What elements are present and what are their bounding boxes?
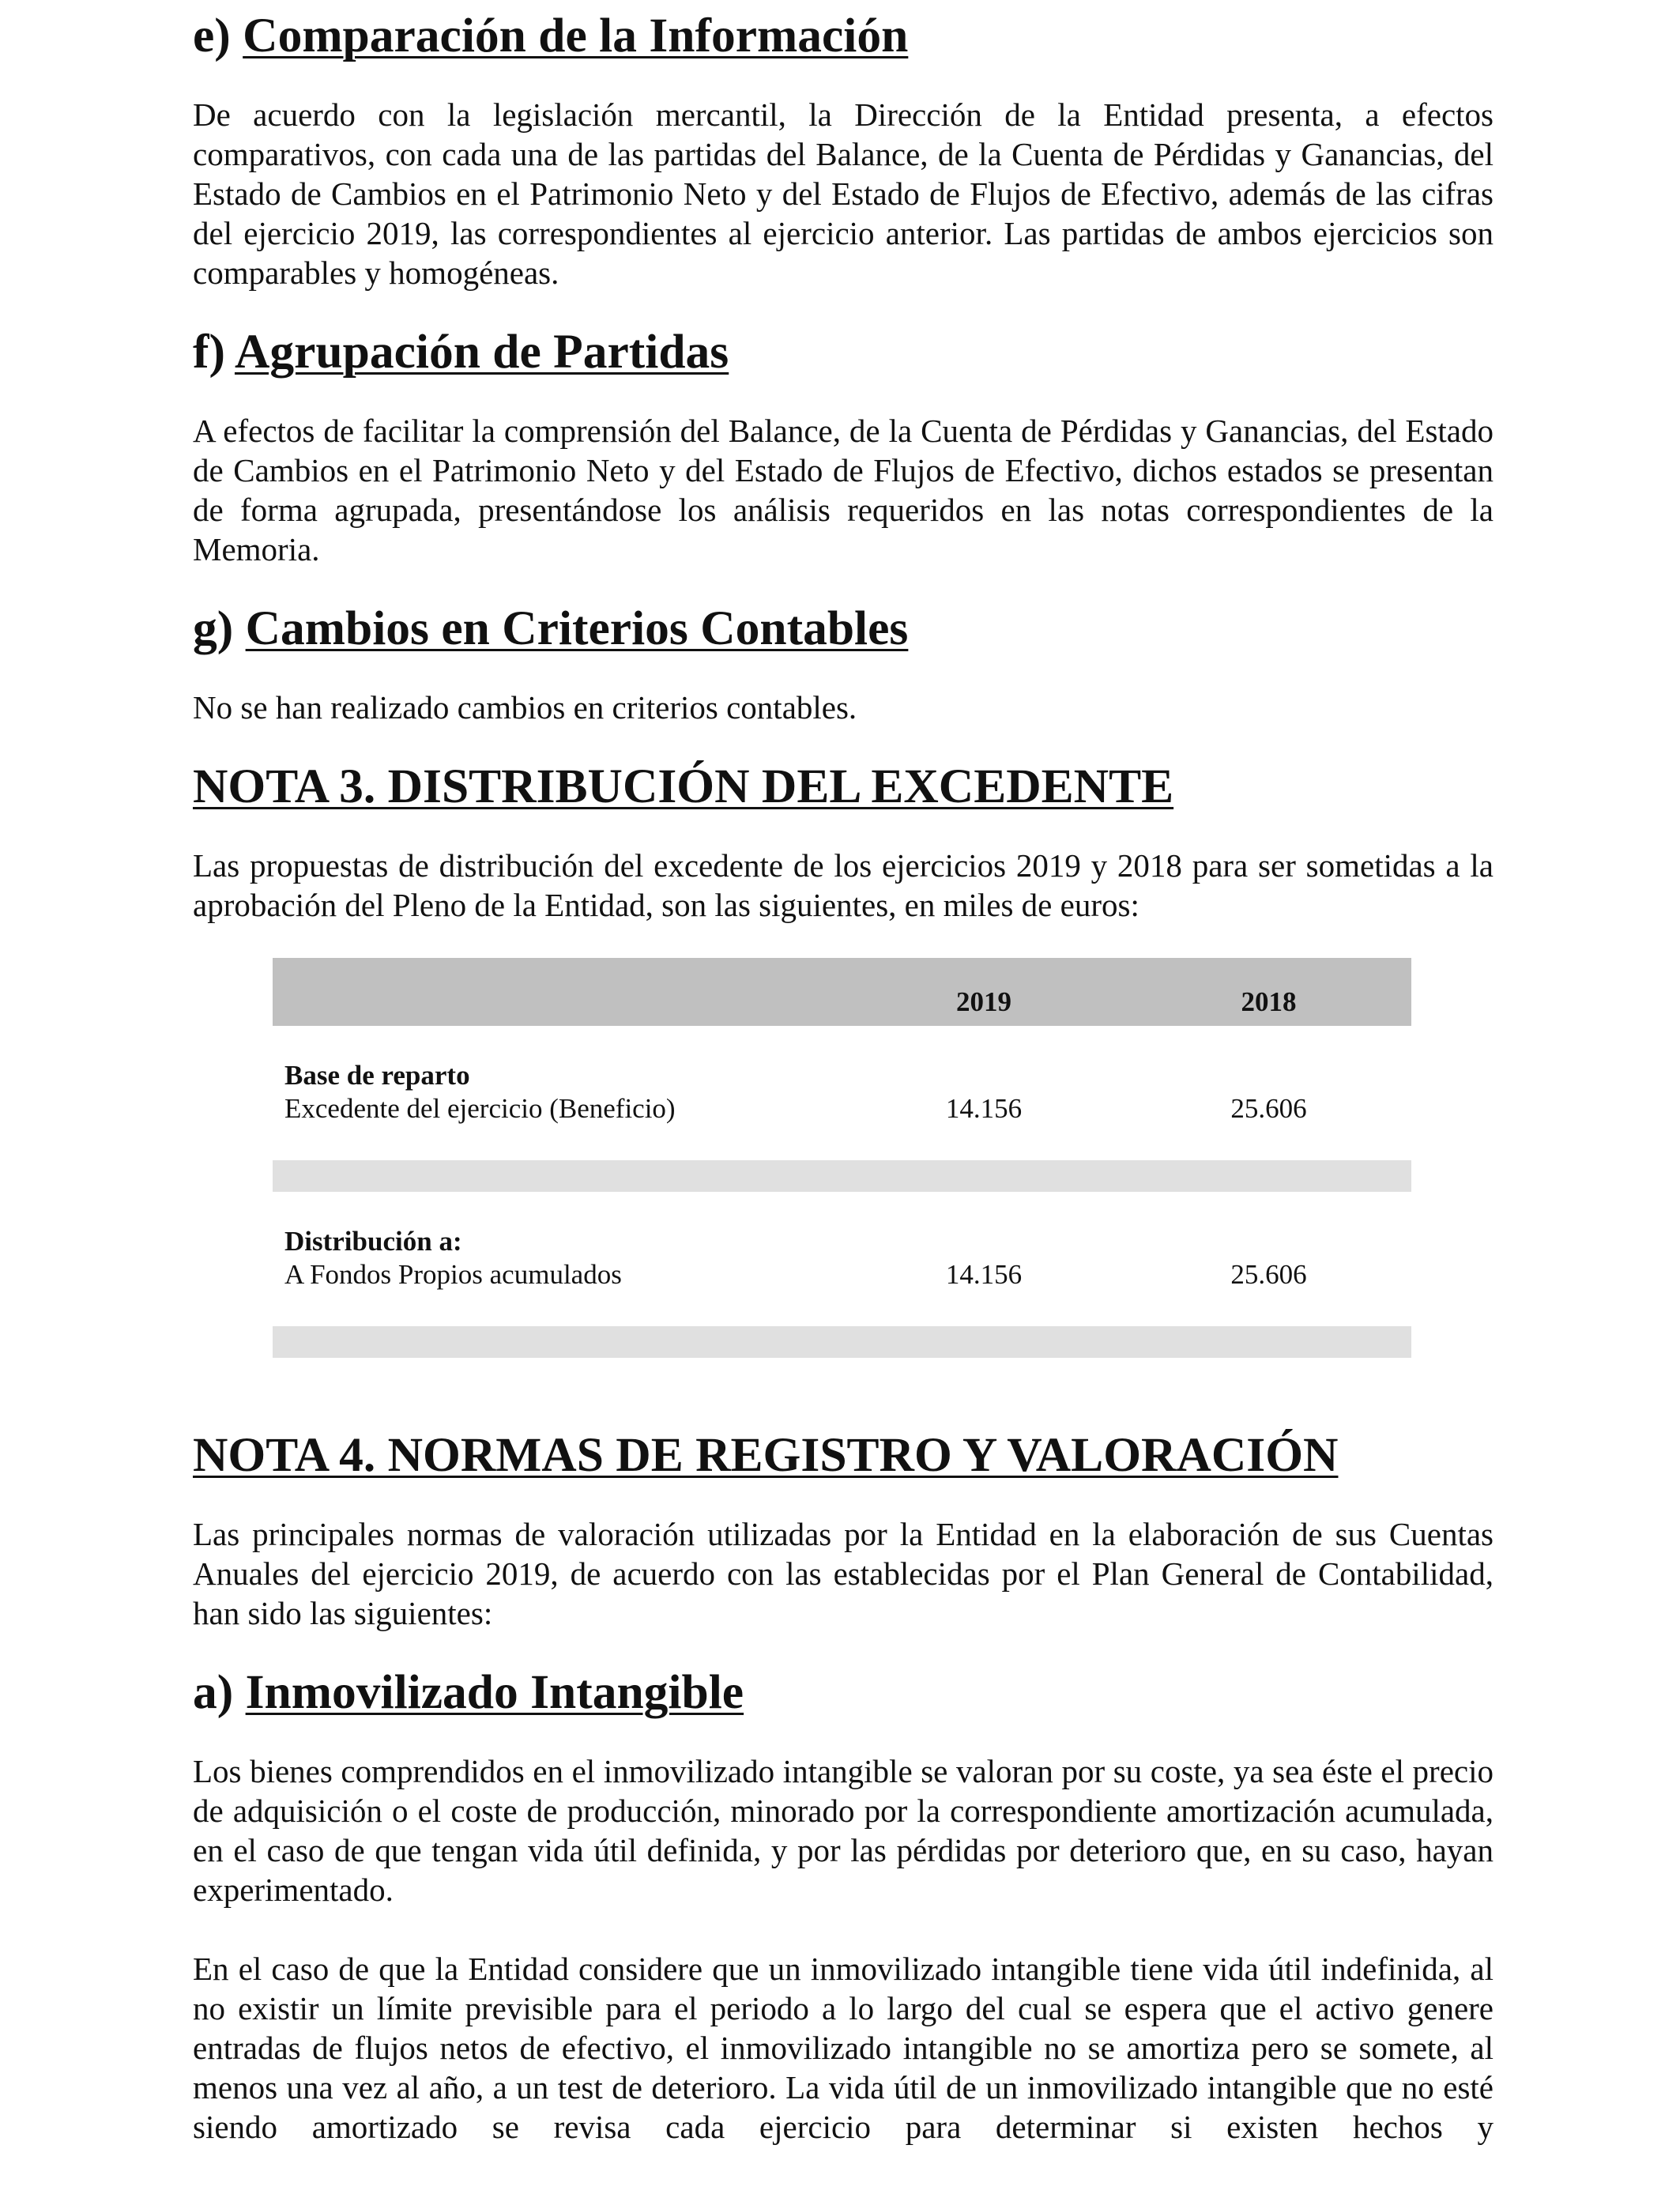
nota4-heading: NOTA 4. NORMAS DE REGISTRO Y VALORACIÓN: [193, 1428, 1339, 1482]
table-header-cell: 2019: [842, 958, 1126, 1026]
section-prefix: g): [193, 601, 234, 655]
section-body-a-1: Los bienes comprendidos en el inmovilizado intangible se valoran por su coste, ya sea éste el precio de adquisición o el coste de producción, minorado por la correspondiente amortización acumulada, en el caso de que tengan vida útil definida, y por las pérdidas por deterioro que, en su caso, hayan experimentado.: [193, 1753, 1494, 1908]
section-title: Cambios en Criterios Contables: [245, 601, 909, 655]
section-heading-g: [193, 601, 1494, 655]
section-body-e: De acuerdo con la legislación mercantil, la Dirección de la Entidad presenta, a efectos comparativos, con cada una de las partidas del Balance, de la Cuenta de Pérdidas y Ganancias, del Estado de Cambios en el Patrimonio Neto y del Estado de Flujos de Efectivo, además de las cifras del ejercicio 2019, las correspondientes al ejercicio anterior. Las partidas de ambos ejercicios son comparables y homogéneas.: [193, 96, 1494, 291]
section-prefix: e): [193, 9, 231, 62]
table-cell-2019: 14.156: [945, 1093, 1023, 1124]
table-row-item: Excedente del ejercicio (Beneficio): [284, 1093, 676, 1124]
section-title: Comparación de la Información: [243, 9, 909, 62]
section-title: Inmovilizado Intangible: [245, 1665, 744, 1719]
table-row: [273, 1026, 1411, 1160]
section-body-g: No se han realizado cambios en criterios contables.: [193, 689, 857, 726]
section-prefix: f): [193, 325, 225, 379]
nota4-body: Las principales normas de valoración utilizadas por la Entidad en la elaboración de sus Cuentas Anuales del ejercicio 2019, de acuerdo con las establecidas por el Plan General de Contabilidad, han sido las siguientes:: [193, 1516, 1494, 1631]
table-header-blank: [273, 958, 842, 1026]
table-row-item: A Fondos Propios acumulados: [284, 1259, 622, 1290]
nota3-body: Las propuestas de distribución del excedente de los ejercicios 2019 y 2018 para ser sometidas a la aprobación del Pleno de la Entidad, son las siguientes, en miles de euros:: [193, 847, 1494, 923]
table-row-label: Base de reparto: [284, 1060, 470, 1091]
table-cell-2018: 25.606: [1230, 1093, 1307, 1124]
table-header-cell: 2018: [1126, 958, 1411, 1026]
section-body-f: A efectos de facilitar la comprensión del Balance, de la Cuenta de Pérdidas y Ganancias, del Estado de Cambios en el Patrimonio Neto y del Estado de Flujos de Efectivo, dichos estados se presentan de forma agrupada, presentándose los análisis requeridos en las notas correspondientes de la Memoria.: [193, 413, 1494, 567]
section-heading-a: [193, 1665, 1494, 1719]
table-row-label: Distribución a:: [284, 1226, 462, 1257]
table-separator: [273, 1326, 1411, 1358]
table-cell-2018: 25.606: [1230, 1259, 1307, 1290]
table-header-row: [273, 958, 1411, 1026]
table-row: [273, 1192, 1411, 1326]
page-content: [193, 9, 1494, 2147]
section-heading-f: [193, 325, 1494, 379]
table-separator: [273, 1160, 1411, 1192]
distribution-table: [273, 958, 1411, 1358]
section-prefix: a): [193, 1665, 234, 1719]
section-title: Agrupación de Partidas: [234, 325, 729, 379]
nota3-heading: NOTA 3. DISTRIBUCIÓN DEL EXCEDENTE: [193, 760, 1174, 813]
section-body-a-2: En el caso de que la Entidad considere que un inmovilizado intangible tiene vida útil indefinida, al no existir un límite previsible para el periodo a lo largo del cual se espera que el activo genere entradas de flujos netos de efectivo, el inmovilizado intangible no se amortiza pero se somete, al menos una vez al año, a un test de deterioro. La vida útil de un inmovilizado intangible que no esté siendo amortizado se revisa cada ejercicio para determinar si existen hechos y: [193, 1951, 1494, 2145]
table-cell-2019: 14.156: [945, 1259, 1023, 1290]
section-heading-e: [193, 9, 1494, 62]
